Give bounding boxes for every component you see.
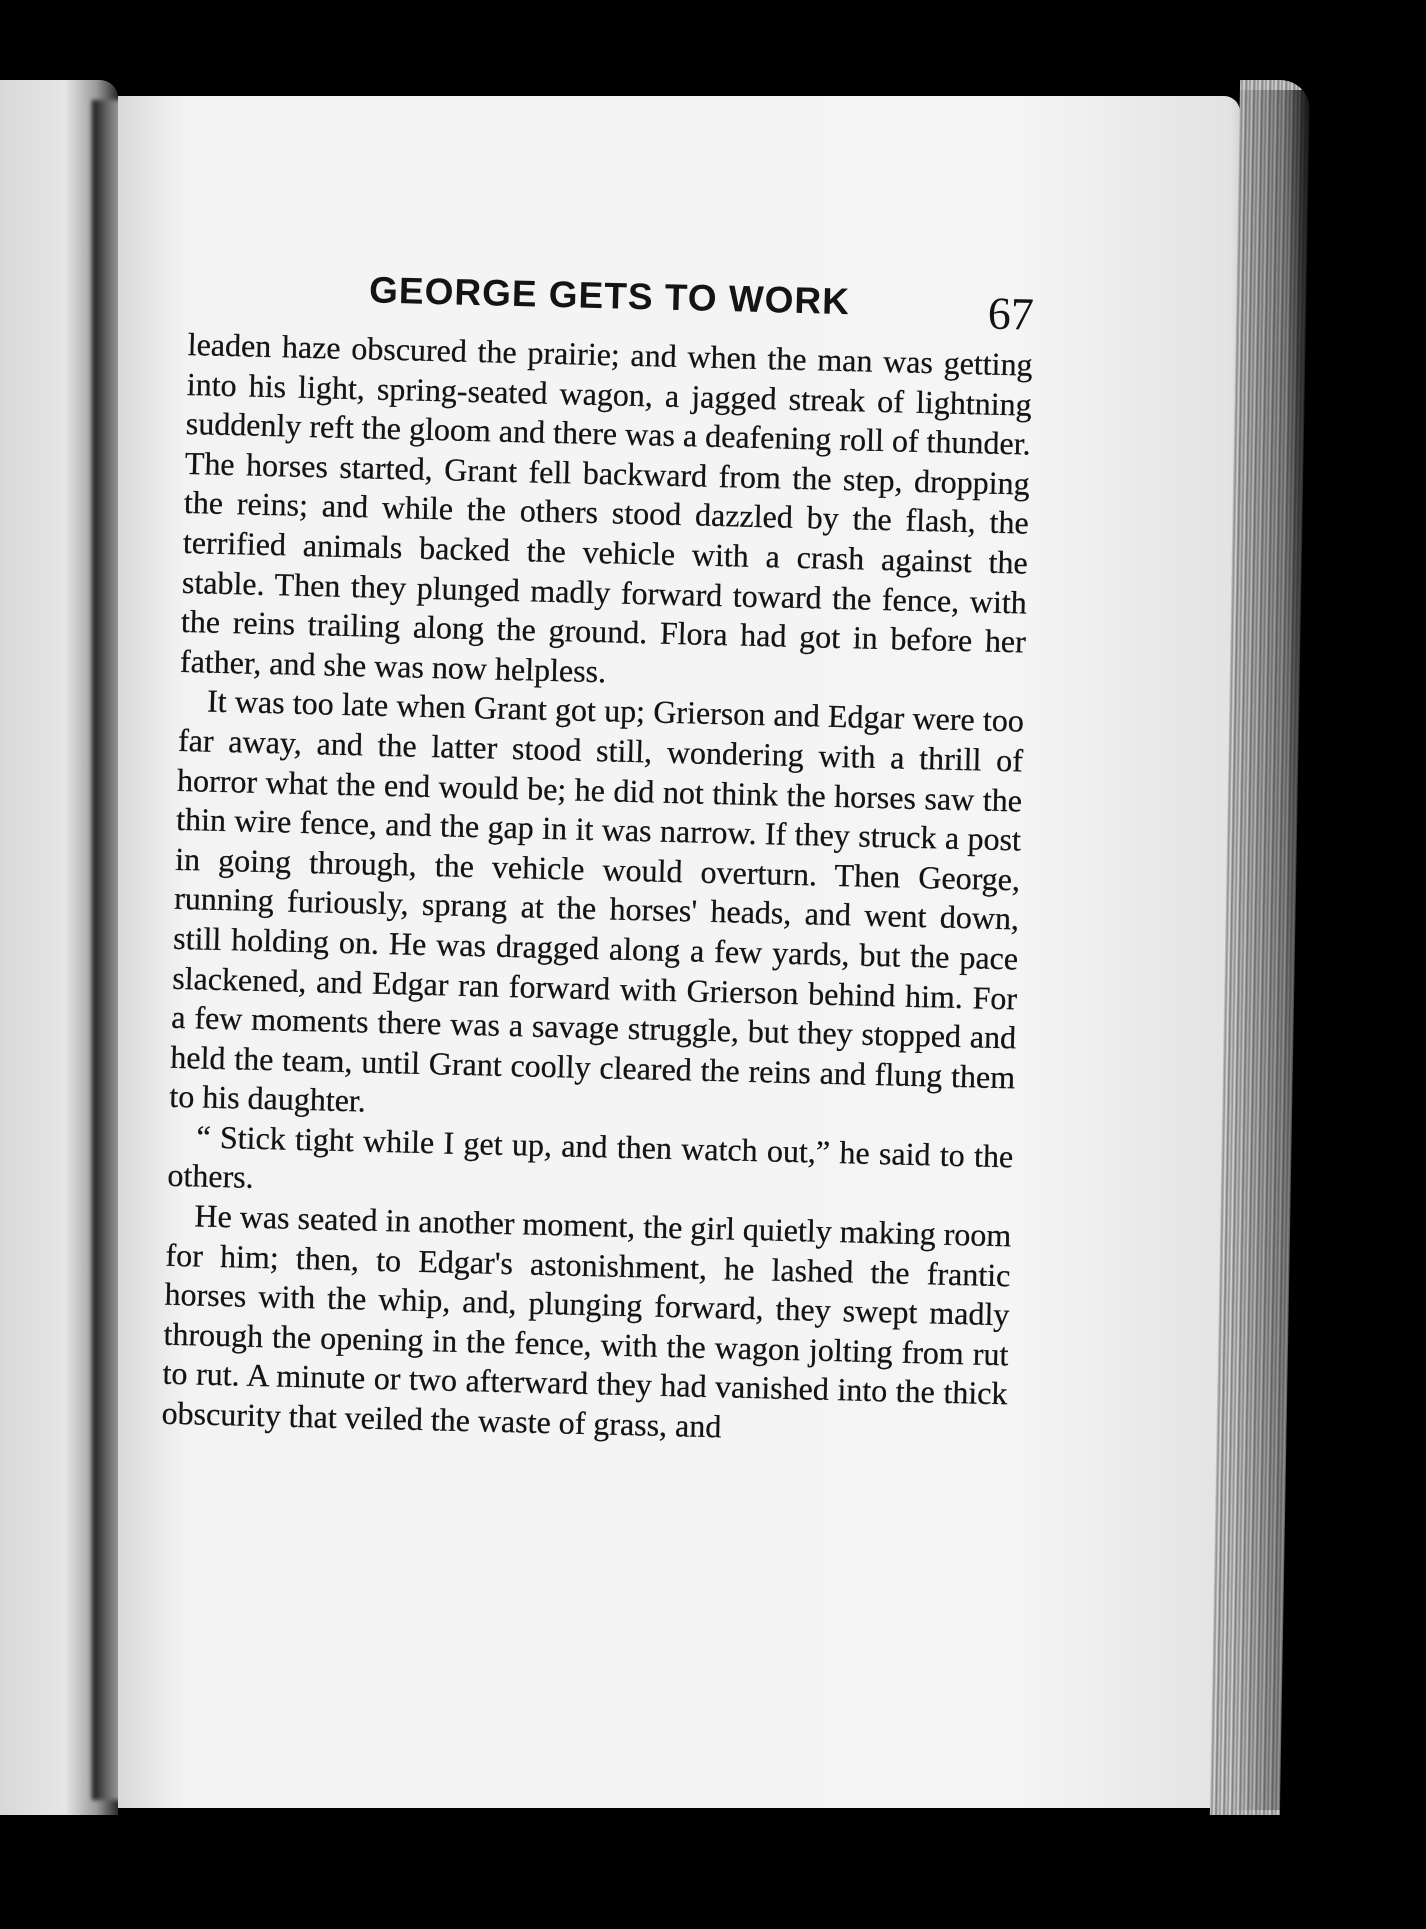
page-number: 67 [987,287,1035,340]
page-content [161,255,1035,1454]
running-title: GEORGE GETS TO WORK [368,269,851,323]
paragraph-3: “ Stick tight while I get up, and then watch out,” he said to the others. [167,1118,1014,1196]
paragraph-4: He was seated in another moment, the girl quietly making room for him; then, to Edgar's astonishment, he lashed the frantic horses with the whip, and, plunging forward, they swept madly through the opening in the fence, with the wagon jolting from rut to rut. A minute or two afterward they had vanished into the thick obscurity that veiled the waste of grass, and [161,1197,1012,1445]
page-edge-shadow [1230,90,1310,1810]
paragraph-2: It was too late when Grant got up; Grierson and Edgar were too far away, and the latter stood still, wondering with a thrill of horror what the end would be; he did not think the horses saw the thin wire fence, and the gap in it was narrow. If they struck a post in going through, the vehicle would overturn. Then George, running furiously, sprang at the horses' heads, and went down, still holding on. He was dragged along a few yards, but the pace slackened, and Edgar ran forward with Grierson behind him. For a few moments there was a savage struggle, but they stopped and held the team, until Grant coolly cleared the reins and flung them to his daughter. [169,682,1025,1119]
paragraph-1: leaden haze obscured the prairie; and when the man was getting into his light, spring-seated wagon, a jagged streak of lightning suddenly reft the gloom and there was a deafening roll of thunder. The horses started, Grant fell backward from the step, dropping the reins; and while the others stood dazzled by the flash, the terrified animals backed the vehicle with a crash against the stable. Then they plunged madly forward toward the fence, with the reins trailing along the ground. Flora had got in before her father, and she was now helpless. [179,325,1034,690]
